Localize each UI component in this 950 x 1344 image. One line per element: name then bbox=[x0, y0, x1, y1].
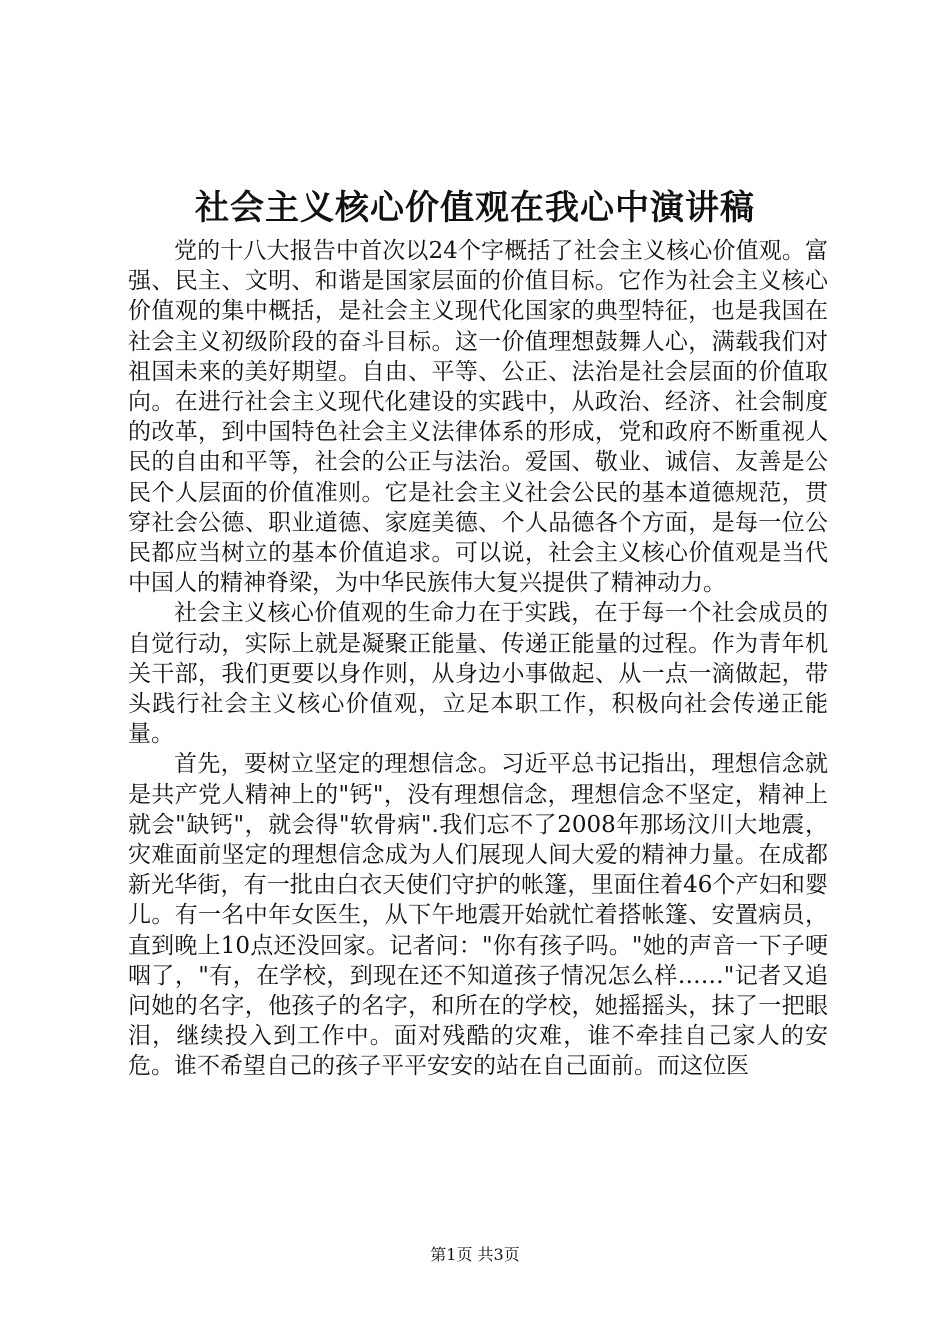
document-body bbox=[128, 236, 828, 1082]
paragraph-3: 首先，要树立坚定的理想信念。习近平总书记指出，理想信念就是共产党人精神上的"钙"，没有理想信念，理想信念不坚定，精神上就会"缺钙"，就会得"软骨病".我们忘不了2008年那场汶川大地震，灾难面前坚定的理想信念成为人们展现人间大爱的精神力量。在成都新光华街，有一批由白衣天使们守护的帐篷，里面住着46个产妇和婴儿。有一名中年女医生，从下午地震开始就忙着搭帐篷、安置病员，直到晚上10点还没回家。记者问："你有孩子吗。"她的声音一下子哽咽了，"有，在学校，到现在还不知道孩子情况怎么样……"记者又追问她的名字，他孩子的名字，和所在的学校，她摇摇头，抹了一把眼泪，继续投入到工作中。面对残酷的灾难，谁不牵挂自己家人的安危。谁不希望自己的孩子平平安安的站在自己面前。而这位医 bbox=[128, 751, 828, 1080]
page-footer: 第1页 共3页 bbox=[430, 1245, 520, 1264]
paragraph-2: 社会主义核心价值观的生命力在于实践，在于每一个社会成员的自觉行动，实际上就是凝聚正能量、传递正能量的过程。作为青年机关干部，我们更要以身作则，从身边小事做起、从一点一滴做起，带头践行社会主义核心价值观，立足本职工作，积极向社会传递正能量。 bbox=[128, 600, 828, 748]
document-title: 社会主义核心价值观在我心中演讲稿 bbox=[195, 188, 755, 228]
paragraph-1: 党的十八大报告中首次以24个字概括了社会主义核心价值观。富强、民主、文明、和谐是国家层面的价值目标。它作为社会主义核心价值观的集中概括，是社会主义现代化国家的典型特征，也是我国在社会主义初级阶段的奋斗目标。这一价值理想鼓舞人心，满载我们对祖国未来的美好期望。自由、平等、公正、法治是社会层面的价值取向。在进行社会主义现代化建设的实践中，从政治、经济、社会制度的改革，到中国特色社会主义法律体系的形成，党和政府不断重视人民的自由和平等，社会的公正与法治。爱国、敬业、诚信、友善是公民个人层面的价值准则。它是社会主义社会公民的基本道德规范，贯穿社会公德、职业道德、家庭美德、个人品德各个方面，是每一位公民都应当树立的基本价值追求。可以说，社会主义核心价值观是当代中国人的精神脊梁，为中华民族伟大复兴提供了精神动力。 bbox=[128, 238, 828, 597]
